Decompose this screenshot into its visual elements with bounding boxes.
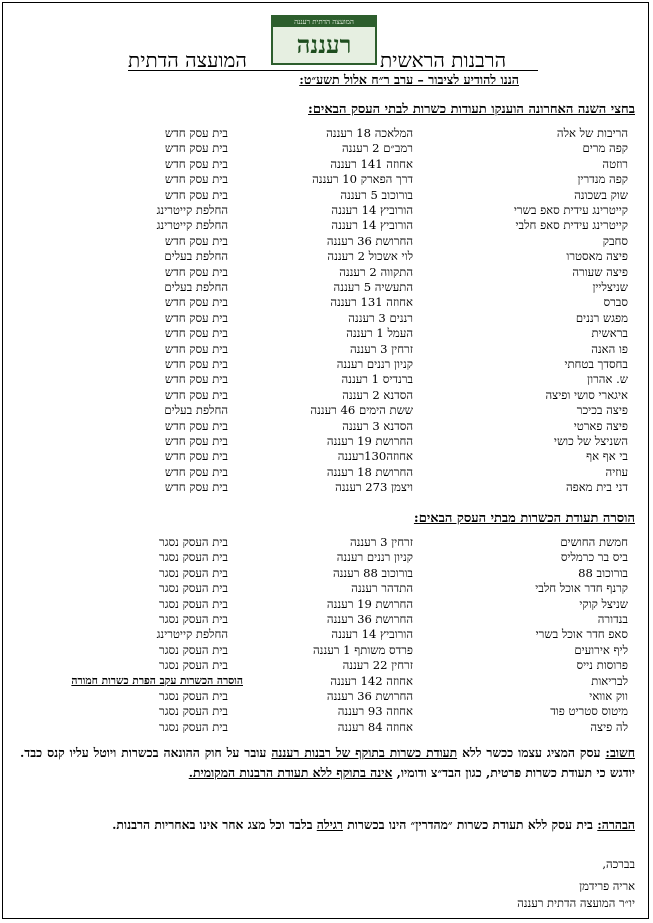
business-status: בית העסק נסגר xyxy=(159,565,228,580)
business-status: בית עסק חדש xyxy=(164,357,228,371)
business-status: בית העסק נסגר xyxy=(159,612,228,626)
business-address: בורוכוב 88 רעננה xyxy=(332,565,413,580)
list-item xyxy=(0,172,653,187)
business-address: החרושת 18 רעננה xyxy=(326,464,413,479)
list-item xyxy=(0,674,653,689)
logo-mark: רעננה xyxy=(296,30,352,59)
business-name: בראשית xyxy=(591,326,628,341)
important-text-1: עסק המציג עצמו ככשר ללא xyxy=(462,745,601,760)
important-notice xyxy=(20,743,635,782)
list-item xyxy=(0,403,653,418)
business-address: הורוביץ 14 רעננה xyxy=(331,627,413,642)
list-item xyxy=(0,720,653,735)
business-status: בית עסק חדש xyxy=(164,464,228,479)
business-status: בית העסק נסגר xyxy=(159,642,228,657)
business-status: בית עסק חדש xyxy=(164,449,228,464)
business-address: זרחין 22 רעננה xyxy=(342,658,413,673)
business-name: עוזיה xyxy=(605,464,628,479)
business-status: בית עסק חדש xyxy=(164,295,228,310)
important-label: חשוב: xyxy=(605,745,636,760)
business-address: התעשיה 5 רעננה xyxy=(333,280,413,294)
clarification-notice xyxy=(20,815,635,835)
important-underlined-1: תעודת כשרות בתוקף של רבנות רעננה xyxy=(271,745,458,760)
business-address: רמב״ם 2 רעננה xyxy=(341,141,413,156)
business-address: קניון רננים רעננה xyxy=(336,550,413,565)
business-name: ווק אוואי xyxy=(589,689,628,703)
list-item xyxy=(0,449,653,464)
business-status: בית עסק חדש xyxy=(164,172,228,187)
business-status: בית העסק נסגר xyxy=(159,719,228,734)
list-item xyxy=(0,597,653,612)
business-address: בורוכוב 5 רעננה xyxy=(340,187,413,202)
business-status: החלפת קייטרינג xyxy=(156,203,228,217)
business-status: בית העסק נסגר xyxy=(159,550,228,565)
business-name: בנדורה xyxy=(597,612,628,626)
list-item xyxy=(0,311,653,326)
business-status: בית העסק נסגר xyxy=(159,704,228,719)
business-status: בית עסק חדש xyxy=(164,126,228,140)
business-status: החלפת קייטרינג xyxy=(156,627,228,642)
business-status: בית עסק חדש xyxy=(164,141,228,156)
business-name: בחסדך בטחתי xyxy=(564,357,628,371)
business-name: קייטרינג עידית סאפ בשרי xyxy=(513,203,628,217)
business-status: בית עסק חדש xyxy=(164,372,228,387)
list-item xyxy=(0,188,653,203)
business-address: קניון רננים רעננה xyxy=(336,357,413,371)
list-item xyxy=(0,265,653,280)
announcement: הננו להודיע לציבור – ערב ר״ח אלול תשע״ט: xyxy=(299,72,519,87)
list-item xyxy=(0,658,653,673)
business-address: הורוביץ 14 רעננה xyxy=(331,218,413,233)
list-item xyxy=(0,535,653,550)
business-name: פיצה פארטי xyxy=(573,418,628,433)
business-address: החרושת 36 רעננה xyxy=(326,612,413,626)
section1-title: בחצי השנה האחרונה הוענקו תעודות כשרות לבתי העסק הבאים: xyxy=(308,102,635,117)
business-status: בית עסק חדש xyxy=(164,326,228,341)
business-name: מפגש רננים xyxy=(575,310,628,325)
business-address: רננים 3 רעננה xyxy=(348,310,413,325)
business-name: סאפ חדר אוכל בשרי xyxy=(535,627,628,642)
business-status: בית העסק נסגר xyxy=(159,581,228,596)
list-item xyxy=(0,126,653,141)
business-status: בית העסק נסגר xyxy=(159,689,228,703)
signature-greeting: בברכה, xyxy=(602,857,635,871)
business-status: החלפת בעלים xyxy=(164,249,228,264)
business-name: סחבק xyxy=(602,233,628,248)
business-address: החרושת 36 רעננה xyxy=(326,233,413,248)
list-item xyxy=(0,234,653,249)
business-name: דני בית מאפה xyxy=(565,480,628,495)
list-item xyxy=(0,465,653,480)
business-status: בית עסק חדש xyxy=(164,233,228,248)
business-name: רוזטה xyxy=(602,156,628,171)
business-status: בית עסק חדש xyxy=(164,480,228,495)
header-rule xyxy=(128,70,538,71)
business-name: ליף אירועים xyxy=(574,642,628,657)
business-status: בית העסק נסגר xyxy=(159,535,228,549)
business-name: בורוכוב 88 xyxy=(578,565,628,580)
business-name: פרוסות נייס xyxy=(576,658,628,673)
logo-strip: המועצה הדתית רעננה xyxy=(273,17,375,27)
clarify-text-2: בלבד וכל מצג אחר אינו באחריות הרבנות. xyxy=(112,817,313,832)
business-address: אחוזה 142 רעננה xyxy=(330,673,413,688)
business-name: שוק בשכונה xyxy=(574,187,628,202)
list-item xyxy=(0,280,653,295)
business-address: העמל 1 רעננה xyxy=(346,326,413,341)
business-address: אחוזה 93 רעננה xyxy=(337,704,413,719)
list-item xyxy=(0,249,653,264)
list-item xyxy=(0,326,653,341)
list-item xyxy=(0,550,653,565)
business-name: פו האנה xyxy=(591,341,628,356)
clarify-label: הבהרה: xyxy=(597,817,635,832)
business-address: התקווה 2 רעננה xyxy=(339,264,413,279)
business-status: החלפת בעלים xyxy=(164,403,228,418)
business-status: בית עסק חדש xyxy=(164,434,228,448)
list-item xyxy=(0,612,653,627)
business-address: פרדס משותף 1 רעננה xyxy=(313,642,413,657)
list-item xyxy=(0,704,653,719)
business-name: פיצה מאסטרו xyxy=(566,249,628,264)
business-address: אחוזה 84 רעננה xyxy=(337,719,413,734)
signature-name: אריה פרידמן xyxy=(579,879,635,893)
list-item xyxy=(0,388,653,403)
business-address: לוי אשכול 2 רעננה xyxy=(327,249,413,264)
list-item xyxy=(0,566,653,581)
signature-role: יו״ר המועצה הדתית רעננה xyxy=(517,896,635,910)
business-address: הסדנא 3 רעננה xyxy=(342,418,413,433)
business-name: מיטוס סטריט פוד xyxy=(550,704,628,719)
list-item xyxy=(0,372,653,387)
business-address: זרחין 3 רעננה xyxy=(349,535,413,549)
business-status: בית עסק חדש xyxy=(164,156,228,171)
business-address: ויצמן 273 רעננה xyxy=(335,480,413,495)
business-address: המלאכה 18 רעננה xyxy=(326,126,413,140)
business-name: לבריאות xyxy=(591,673,628,688)
business-address: אחוזה 131 רעננה xyxy=(330,295,413,310)
business-address: ברנדיס 1 רעננה xyxy=(341,372,413,387)
business-address: דרך הפארק 10 רעננה xyxy=(312,172,413,187)
business-status: החלפת קייטרינג xyxy=(156,218,228,233)
business-address: התדהר רעננה xyxy=(351,581,413,596)
business-name: קרנף חדר אוכל חלבי xyxy=(535,581,628,596)
header-right-title: הרבנות הראשית xyxy=(380,48,507,72)
business-name: ש. אהרון xyxy=(587,372,628,387)
business-name: בי אף אף xyxy=(586,449,628,464)
business-address: ששת הימים 46 רעננה xyxy=(310,403,413,418)
list-item xyxy=(0,157,653,172)
business-status: בית עסק חדש xyxy=(164,387,228,402)
business-status: בית עסק חדש xyxy=(164,264,228,279)
business-name: פיצה בכיכר xyxy=(576,403,628,418)
business-name: קפה מרים xyxy=(582,141,628,156)
list-item xyxy=(0,203,653,218)
business-status: הוסרה הכשרות עקב הפרת כשרות חמורה xyxy=(71,674,243,687)
important-underlined-2: אינה בתוקף ללא תעודת הרבנות המקומית. xyxy=(188,764,393,780)
business-name: ביס בר כרמליס xyxy=(560,550,628,565)
list-item xyxy=(0,342,653,357)
business-name: קייטרינג עידית סאפ חלבי xyxy=(515,218,628,233)
business-name: פיצה שעורה xyxy=(572,264,628,279)
important-text-2: עובר על חוק ההונאה בכשרות ויוטל עליו קנס כבד. יודגש כי תעודת כשרות פרטית, כגון הבד״צ ודומיו, xyxy=(20,745,635,780)
business-address: החרושת 19 רעננה xyxy=(326,434,413,448)
business-address: הורוביץ 14 רעננה xyxy=(331,203,413,217)
list-item xyxy=(0,643,653,658)
list-item xyxy=(0,434,653,449)
business-name: סברס xyxy=(603,295,628,310)
business-name: הריבות של אלה xyxy=(556,126,628,140)
business-name: שניצליין xyxy=(592,280,628,294)
business-status: בית העסק נסגר xyxy=(159,596,228,611)
header-left-title: המועצה הדתית xyxy=(128,48,247,72)
list-item xyxy=(0,419,653,434)
business-address: זרחין 3 רעננה xyxy=(349,341,413,356)
list-item xyxy=(0,627,653,642)
logo xyxy=(271,15,377,65)
business-status: בית עסק חדש xyxy=(164,187,228,202)
business-status: בית עסק חדש xyxy=(164,418,228,433)
business-name: קפה מנדרין xyxy=(577,172,628,187)
clarify-text-1: בית עסק ללא תעודת כשרות ״מהדרין״ הינו בכשרות xyxy=(347,817,593,832)
business-address: אחוזה 141 רעננה xyxy=(330,156,413,171)
section2-title: הוסרה תעודת הכשרות מבתי העסק הבאים: xyxy=(413,511,635,526)
business-name: שניצל קוקי xyxy=(579,596,628,611)
business-name: השניצל של כושי xyxy=(553,434,628,448)
list-item xyxy=(0,218,653,233)
business-name: לה פיצה xyxy=(590,719,628,734)
business-address: אחוזה130רעננה xyxy=(337,449,413,464)
business-name: איגארי סושי ופיצה xyxy=(545,387,628,402)
business-address: החרושת 36 רעננה xyxy=(326,689,413,703)
business-address: הסדנא 2 רעננה xyxy=(342,387,413,402)
list-item xyxy=(0,357,653,372)
clarify-underlined: רגילה xyxy=(316,817,343,832)
list-item xyxy=(0,480,653,495)
business-address: החרושת 19 רעננה xyxy=(326,596,413,611)
business-status: החלפת בעלים xyxy=(164,280,228,294)
business-status: בית עסק חדש xyxy=(164,310,228,325)
list-item xyxy=(0,581,653,596)
list-item xyxy=(0,295,653,310)
list-item xyxy=(0,689,653,704)
business-status: בית העסק נסגר xyxy=(159,658,228,673)
list-item xyxy=(0,141,653,156)
business-name: חמשת החושים xyxy=(560,535,628,549)
business-status: בית עסק חדש xyxy=(164,341,228,356)
